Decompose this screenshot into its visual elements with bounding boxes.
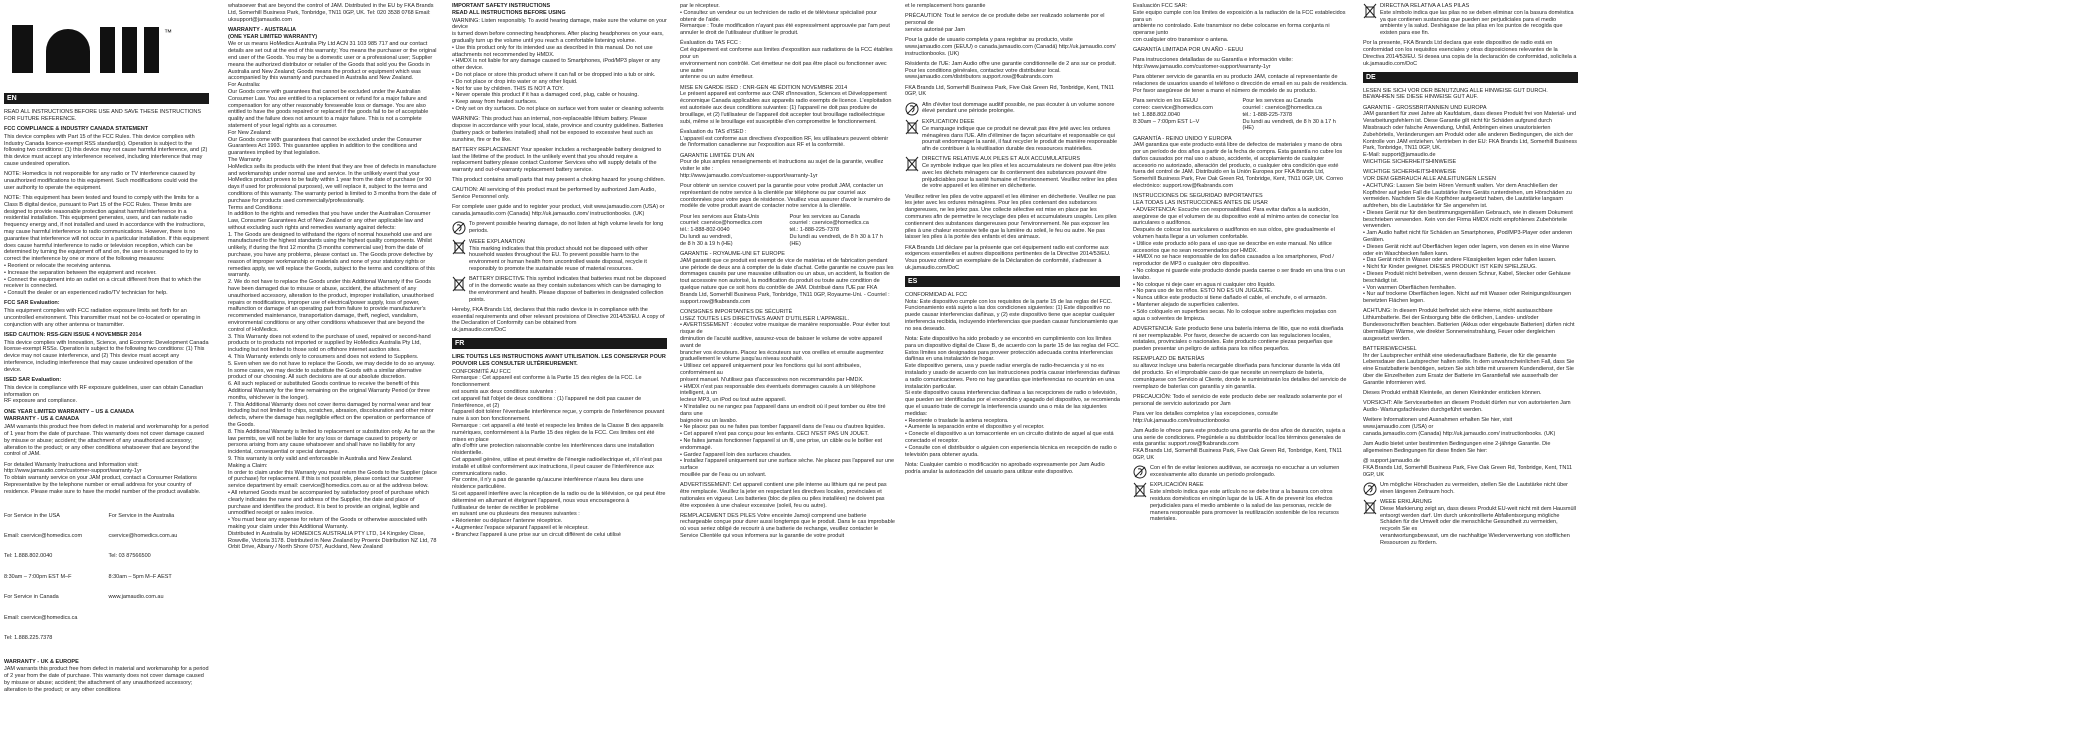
hearing-warning-icon	[452, 221, 466, 235]
weee-note-text: WEEE EXPLANATION This marking indicates that this product should not be disposed with other household wastes throughout the EU. To prevent possible harm to the environment or human health from uncontrolled waste disposal, recycle it responsibly to promote the sustainable reuse of material resources.	[469, 238, 648, 273]
en-note: NOTE: Homedics is not responsible for any radio or TV interference caused by unauthorized modifications to this equipment. Such modifications could void the user authority to operate the equipment.	[4, 171, 200, 191]
de-p10: @ support.jamaudio.de FKA Brands Ltd, Somerhill Business Park, Five Oak Green Rd, Tonbridge, Kent, TN11 0GP, UK	[1363, 457, 1573, 478]
fr-c5-p6: Veuillez retirer les piles de votre appareil et les éliminer en déchetterie. Veuillez ne pas les jeter avec les ordures ménagères. Pour les piles contenant des substances dangereuses, ne les jetez pas. Une collecte sélective est mise en place par les communes afin de permettre le recyclage des piles et accumulateurs usagés. Les piles contiennent des substances dangereuses pour l'environnement. Ne pas exposer les piles à une chaleur excessive telle que la lumière du soleil, le feu ou autre. Ne pas laisser les piles à la portée des enfants et des animaux.	[905, 193, 1119, 241]
battery-directive-note	[452, 276, 667, 303]
de-p9: Jam Audio bietet unter bestimmten Bedingungen eine 2-jährige Garantie. Die allgemeinen Bedingungen für diese finden Sie hier:	[1363, 440, 1552, 454]
es-c6-p3: Para instrucciones detalladas de su Garantía e información visite: http://www.jamaudio.com/customer-support/warranty-1yr	[1133, 57, 1293, 71]
es-hearing-note	[1133, 465, 1348, 479]
en-eu-text: JAM warrants this product free from defect in material and workmanship for a period of 2 year from the date of purchase. This warranty does not cover damage caused by misuse or abuse; accident; the attachment of any unauthorized accessory; alteration to the product; or any other conditions	[4, 666, 211, 693]
en-ised-text: This device complies with Innovation, Science, and Economic Development Canada license-exempt RSSs. Operation is subject to the following two conditions: (1) This device may not cause interference, and (2) This device must accept any interference, including interference that may cause undesired operation of the device.	[4, 339, 211, 373]
es-battery-text: DIRECTIVA RELATIVA A LAS PILAS Este símbolo indica que las pilas no se deben eliminar con la basura doméstica ya que contienen sustancias que pueden ser perjudiciales para el medio ambiente y la salud. Deshágase de las pilas en los puntos de recogida que existen para ese fin.	[1380, 3, 1574, 37]
fr-p8: CONSIGNES IMPORTANTES DE SÉCURITÉ LISEZ TOUTES LES DIRECTIVES AVANT D'UTILISER L'APPAREIL. • AVERTISSEMENT : écoutez votre musique de manière responsable. Pour éviter tout risque de diminution de l'acuité auditive, assurez-vous de baisser le volume de votre appareil avant de brancher vos écouteurs. Placez les écouteurs sur vos oreilles et ensuite augmentez graduellement le volume jusqu'au niveau souhaité. • Utilisez cet appareil uniquement pour les fonctions qui lui sont attribuées, conformément au présent manuel. N'utilisez pas d'accessoires non recommandés par HMDX. • HMDX n'est pas responsable des éventuels dommages causés à un téléphone intelligent, à un lecteur MP3, un iPod ou tout autre appareil. • N'installez ou ne rangez pas l'appareil dans un endroit où il peut tomber ou être tiré dans une baignoire ou un lavabo. • Ne placez pas ou ne faites pas tomber l'appareil dans de l'eau ou d'autres liquides. • Cet appareil n'est pas conçu pour les enfants. CECI N'EST PAS UN JOUET. • Ne faites jamais fonctionner l'appareil si un fil, une prise, un câble ou le boîtier est endommagé. • Gardez l'appareil loin des surfaces chaudes. • Installez l'appareil uniquement sur une surface sèche. Ne placez pas l'appareil sur une surface mouillée par de l'eau ou un solvant.	[680, 308, 895, 478]
lang-header-es: ES	[905, 276, 1120, 287]
es-c6-p5: GARANTÍA - REINO UNIDO Y EUROPA JAM garantiza que este producto está libre de defectos de materiales y mano de obra por un período de dos años a partir de la fecha de compra. Esta garantía no cubre los daños causados por mal uso o abuso, accidente, el acoplamiento de cualquier accesorio no autorizado, alteración del producto, o cualquier otra condición que esté fuera del control de JAM. Distribuido en la Unión Europea por FKA Brands Ltd, Somerhill Business Park, Five Oak Green Rd, Tonbridge, Kent, TN11 0GP, UK. Correo electrónico: support.row@fkabrands.com	[1133, 135, 1343, 190]
au-warranty-text: We or us means HoMedics Australia Pty Ltd ACN 31 103 985 717 and our contact details are set out at the end of this warranty; You means the purchaser or the original end user of the Goods. You may be a domestic user or a professional user; Supplier means the authorized distributor or retailer of the Goods that sold you the Goods in Australia and New Zealand; Goods means the product or equipment which was accompanied by this warranty and purchased in Australia and New Zealand. For Australia: Our Goods come with guarantees that cannot be excluded under the Australian Consumer Law. You are entitled to a replacement or refund for a major failure and compensation for any other reasonably foreseeable loss or damage. You are also entitled to have the goods repaired or replaced if the goods fail to be of acceptable quality and the failure does not amount to a major failure. This is not a complete statement of your legal rights as a consumer. For New Zealand: Our Goods come with guarantees that cannot be excluded under the Consumer Guarantees Act 1993. This guarantee applies in addition to the conditions and guarantees implied by that legislation. The Warranty HoMedics sells its products with the intent that they are free of defects in manufacture and workmanship under normal use and service. In the unlikely event that your HoMedics product proves to be faulty within 1 year from the date of purchase (or 90 days if used for professional purposes), we will replace it, subject to the terms and conditions of this warranty. The warranty period is limited to 3 months from the date of purchase for products used commercially/professionally. Terms and Conditions: In addition to the rights and remedies that you have under the Australian Consumer Law, Consumer Guarantees Act of New Zealand or any other applicable law and without excluding such rights and remedies warranty against defects: 1. The Goods are designed to withstand the rigors of normal household use and are manufactured to the highest standards using the highest quality components. Whilst unlikely, if during the first 12 months (3 months commercial use) from the date of purchase, you have any problems, please contact us. The Goods prove defective by reason of improper workmanship or materials and none of your statutory rights or remedies apply, we will replace the Goods, subject to the terms and conditions of this warranty. 2. We do not have to replace the Goods under this Additional Warranty if the Goods have been damaged due to misuse or abuse, accident, the attachment of any unauthorised accessory, alteration to the product, improper installation, unauthorised repairs or modifications, improper use of electrical/power supply, loss of power, malfunction or damage of an operating part from failure to provide manufacturer's recommended maintenance, transportation damage, theft, neglect, vandalism, environmental conditions or any other conditions whatsoever that are beyond the control of HoMedics. 3. This Warranty does not extend to the purchase of used, repaired or second-hand products or to products not imported or supplied by HoMedics Australia Pty Ltd, including but not limited to those sold on offshore internet auction sites. 4. This Warranty extends only to consumers and does not extend to Suppliers. 5. Even when we do not have to replace the Goods, we may decide to do so anyway. In some cases, we may decide to substitute the Goods with a similar alternative product of our choosing. All such decisions are at our absolute discretion. 6. All such replaced or substituted Goods continue to receive the benefit of this Additional Warranty for the time remaining on the original Warranty Period (or three months, whichever is the longer). 7. This Additional Warranty does not cover items damaged by normal wear and tear including but not limited to chips, scratches, abrasion, discolouration and other minor defects, where the damage has negligible effect on the operation or performance of the Goods. 8. This Additional Warranty is limited to replacement or substitution only. As far as the law permits, we will not be liable for any loss or damage caused to property or persons arising from any cause whatsoever and shall have no liability for any incidental, consequential or special damages. 9. This warranty is only valid and enforceable in Australia and New Zealand. Making a Claim: In order to claim under this Warranty you must return the Goods to the Supplier (place of purchase) for replacement. If this is not possible, please contact our customer service department by email: cservice@homedics.com.au or at the address below. • All returned Goods must be accompanied by satisfactory proof of purchase which clearly indicates the name and address of the Supplier, the date and place of purchase and identifies the product. It is best to provide an original, legible and unmodified receipt or sales invoice. • You must bear any expense for return of the Goods or otherwise associated with making your claim under this Additional Warranty. Distributed in Australia by HOMEDICS AUSTRALIA PTY LTD, 14 Kingsley Close, Rowville, Victoria 3178. Distributed in New Zealand by Proenix Distribution NZ Ltd, 78 Orbit Drive, Albany / North Shore 0757, Auckland, New Zealand	[228, 41, 437, 551]
fr-p6: Pour obtenir un service couvert par la garantie pour votre produit JAM, contacter un représentant de notre service à la clientèle par téléphone ou par courriel aux coordonnées pour votre pays de résidence. Veuillez vous assurer d'avoir le numéro de modèle de votre produit avant de contacter notre service à la clientèle.	[680, 183, 893, 210]
weee-bin-icon	[1363, 499, 1377, 515]
trademark-mark: ™	[164, 28, 172, 37]
en-warranty-text: JAM warrants this product free from defect in material and workmanship for a period of 1 year from the date of purchase. This warranty does not cover damage caused by misuse or abuse; accident; the attachment of any unauthorized accessory; alteration to the product; or any other conditions whatsoever that are beyond the control of JAM.	[4, 424, 211, 458]
en-eu-heading: WARRANTY - UK & EUROPE	[4, 658, 79, 665]
es-c6-p6: INSTRUCCIONES DE SEGURIDAD IMPORTANTES LEA TODAS LAS INSTRUCCIONES ANTES DE USAR • ADVERTENCIA: Escuche con responsabilidad. Para evitar daños a la audición, asegúrese de que el volumen de su dispositivo esté al mínimo antes de conectar los auriculares o audífonos. Después de colocar los auriculares o audífonos en sus oídos, gire gradualmente el volumen hasta llegar a un volumen confortable. • Utilice este producto sólo para el uso que se describe en este manual. No utilice accesorios que no sean recomendados por HMDX. • HMDX no se hace responsable de los daños causados a los smartphones, iPod / reproductor de MP3 o cualquier otro dispositivo. • No coloque ni guarde este producto donde pueda caerse o ser tirado en una tina o un lavabo. • No coloque ni deje caer en agua ni cualquier otro líquido. • No para uso de los niños. ESTO NO ES UN JUGUETE. • Nunca utilice este producto si tiene dañado el cable, el enchufe, o el armazón. • Mantener alejado de superficies calientes. • Sólo colóquelo en superficies secas. No lo coloque sobre superficies mojadas con agua o solventes de limpieza.	[1133, 193, 1346, 322]
de-p5: BATTERIEWECHSEL Ihr der Lautsprecher enthält eine wiederaufladbare Batterie, die für die gesamte Lebensdauer des Lautsprecher halten sollte. In dem unwahrscheinlichen Fall, dass Sie eine Ersatzbatterie benötigen, setzen Sie sich bitte mit unserem Kundendienst, der Sie über die Einzelheiten zum Ersatz der Batterie im Garantiefall wie ausserhalb der Garantie informieren wird.	[1363, 345, 1575, 386]
battery-bin-icon	[1363, 3, 1377, 19]
fr-p10: REMPLACEMENT DES PILES Votre enceinte Jamoji comprend une batterie rechargeable conçue pour durer aussi longtemps que le produit. Dans le cas improbable où vous seriez obligé de recourir à une batterie de rechange, veuillez contacter le Service Clientèle qui vous informera sur la garantie de votre produit	[680, 512, 897, 540]
fr-p1: par le récepteur. • Consultez un vendeur ou un technicien de radio et de téléviseur spécialisé pour obtenir de l'aide. Remarque : Toute modification n'ayant pas été expressément approuvée par l'am peut annuler le droit de l'utilisateur d'utiliser le produit.	[680, 3, 890, 37]
user-guide: For complete user guide and to register your product, visit www.jamaudio.com (USA) or canada.jamaudio.com (Canada) http://uk.jamaudio.com/ instructionbooks. (UK)	[452, 204, 666, 218]
battery-bin-icon	[905, 156, 919, 172]
fr-battery-text: DIRECTIVE RELATIVE AUX PILES ET AUX ACCUMULATEURS Ce symbole indique que les piles et les accumulateurs ne doivent pas être jetés avec les déchets ménagers car ils contiennent des substances pouvant être préjudiciables pour la santé humaine et l'environnement. Veuillez retirer les piles de votre appareil et les éliminer en déchetterie.	[922, 156, 1118, 190]
de-p4: ACHTUNG: In diesem Produkt befindet sich eine interne, nicht austauschbare Lithiumbatterie. Bei der Entsorgung bitte die örtlichen, Landes- und/oder Bundesvorschriften beachten. Batterien (Akkus oder eingebaute Batterien) dürfen nicht übermäßiger Wärme, wie direkter Sonneneinstrahlung, Feuer oder dergleichen ausgesetzt werden.	[1363, 308, 1577, 342]
doc-declaration: Hereby, FKA Brands Ltd, declares that this radio device is in compliance with the essential requirements and other relevant provisions of Directive 2014/53/EU. A copy of the Declaration of Conformity can be obtained from uk.jamaudio.com/DoC	[452, 306, 665, 334]
column-fr-3	[905, 0, 1120, 750]
column-en-1	[4, 0, 209, 750]
lang-header-en: EN	[4, 93, 209, 104]
svc-ca-label: For Service in Canada	[4, 594, 59, 601]
caution-service: CAUTION: All servicing of this product must be performed by authorized Jam Audio, Service Personnel only.	[452, 187, 658, 201]
en-rf-heading: FCC SAR Evaluation:	[4, 300, 60, 307]
en-warranty-heading-2: WARRANTY - US & CANADA	[4, 416, 80, 423]
es-c6-p9: PRECAUCIÓN: Todo el servicio de este producto debe ser realizado solamente por el personal de servicio autorizado por Jam	[1133, 393, 1344, 407]
weee-note	[452, 239, 667, 273]
es-raee-text: EXPLICACIÓN RAEE Este símbolo indica que este artículo no se debe tirar a la basura con otros residuos domésticos en ningún lugar de la UE. A fin de prevenir los efectos perjudiciales para el medio ambiente o la salud de las personas, recicle de manera responsable para promover la reutilización sostenible de los recursos materiales.	[1150, 482, 1339, 523]
battery-replacement: BATTERY REPLACEMENT Your speaker includes a rechargeable battery designed to last the lifetime of the product. In the unlikely event that you should require a replacement battery please contact Customer Services who will supply details of the warranty and out-of-warranty replacement battery service.	[452, 146, 663, 174]
svc-us-label: For Service in the USA	[4, 512, 60, 519]
svc-au-label: For Service in the Australia	[108, 512, 175, 519]
safety-warning: WARNING: Listen responsibly. To avoid hearing damage, make sure the volume on your device is turned down before connecting headphones. After placing headphones on your ears, gradually turn up the volume until you reach a comfortable listening volume. • Use this product only for its intended use as described in this manual. Do not use attachments not recommended by HMDX. • HMDX is not liable for any damage caused to Smartphones, iPod/MP3 player or any other device. • Do not place or store this product where it can fall or be dropped into a tub or sink. • Do not place or drop into water or any other liquid. • Not for use by children. THIS IS NOT A TOY. • Never operate this product if it has a damaged cord, plug, cable or housing. • Keep away from heated surfaces. • Only set on dry surfaces. Do not place on surface wet from water or cleaning solvents	[452, 17, 667, 112]
en-rf-text: This equipment complies with FCC radiation exposure limits set forth for an uncontrolled environment. This transmitter must not be co-located or operating in conjunction with any other antenna or transmitter.	[4, 308, 203, 328]
es-battery-note	[1363, 3, 1578, 37]
es-c6-p8: REEMPLAZO DE BATERÍAS su altavoz incluye una batería recargable diseñada para funcionar durante la vida útil del producto. En el improbable caso de que necesite un reemplazo de batería, comuníquese con Servicio al Cliente, donde le suministrarán los detalles del servicio de reemplazo de baterías con garantía y sin garantía.	[1133, 356, 1347, 390]
svc-au-email: cservice@homedics.com.au	[108, 532, 178, 539]
hearing-warning-icon	[905, 102, 919, 116]
safety-heading: IMPORTANT SAFETY INSTRUCTIONS READ ALL INSTRUCTIONS BEFORE USING	[452, 3, 566, 16]
column-es-2	[1133, 0, 1348, 750]
hearing-warning-icon	[1363, 482, 1377, 496]
fr-svc-us: Pour les services aux États-Unis courriel: cservice@homedics.com tél.: 1-888-802-0040 Du lundi au vendredi, de 8 h 30 à 19 h (HE)	[680, 213, 763, 247]
battery-warning: WARNING: This product has an internal, non-replaceable lithium battery. Please dispose in accordance with your local, state, province and country guidelines. Batteries (battery pack or batteries installed) shall not be exposed to excessive heat such as sunshine, fire or the like.	[452, 116, 665, 143]
col2-intro: whatsoever that are beyond the control of JAM. Distributed in the EU by FKA Brands Ltd, Somerhill Business Park, Tonbridge, TN11 0GP, UK. Tel: 020 3538 0768 Email: uksupport@jamaudio.com	[228, 3, 435, 23]
de-weee-text: WEEE ERKLÄRUNG Diese Markierung zeigt an, dass dieses Produkt EU-weit nicht mit dem Hausmüll entsorgt werden darf. Um durch unkontrollierte Abfallentsorgung mögliche Schäden für die Umwelt oder die menschliche Gesundheit zu vermeiden, recyceln Sie es verantwortungsbewusst, um die nachhaltige Wiederverwertung von stofflichen Ressourcen zu fördern.	[1380, 499, 1576, 546]
lang-header-fr: FR	[452, 338, 667, 349]
lang-header-de: DE	[1363, 72, 1578, 83]
es-service-contacts	[1133, 98, 1348, 132]
svc-au-tel: Tel: 03 87566500	[108, 553, 151, 560]
en-sar-text: This device is compliance with RF exposure guidelines, user can obtain Canadian information on RF exposure and compliance.	[4, 384, 204, 405]
fr-p7: GARANTIE - ROYAUME-UNI ET EUROPE JAM garantit que ce produit est exempt de vice de matériau et de fabrication pendant une période de deux ans à compter de la date d'achat. Cette garantie ne couvre pas les dommages causés par une mauvaise utilisation ou un abus, un accident, la fixation de tout accessoire non autorisé, la modification du produit ou toute autre condition de quelque nature que ce soit hors du contrôle de JAM. Distribué dans l'UE par FKA Brands Ltd, Somerhill Business Park, Tonbridge, TN11 0GP, Royaume-Uni. - Courriel : support.row@fkabrands.com	[680, 251, 894, 305]
fr-c5-p2: PRÉCAUTION: Tout le service de ce produite debe ser realizado solamente por el personal de service autorisé par Jam	[905, 13, 1105, 33]
en-read-all: READ ALL INSTRUCTIONS BEFORE USE AND SAVE THESE INSTRUCTIONS FOR FUTURE REFERENCE.	[4, 109, 203, 122]
en-sar-heading: ISED SAR Evaluation:	[4, 377, 62, 384]
en-fcc-heading: FCC COMPLIANCE & INDUSTRY CANADA STATEMENT	[4, 125, 149, 132]
es-c6-p1: Evaluación FCC SAR: Este equipo cumple con los límites de exposición a la radiación de la FCC establecidos para un ambiente no controlado. Este transmisor no debe colocarse en forma conjunta ni operarse junto con cualquier otro transmisor o antena.	[1133, 3, 1346, 43]
fr-deee-text: EXPLICATION DEEE Ce marquage indique que ce produit ne devrait pas être jeté avec les ordures ménagères dans l'UE. Afin d'éliminer de façon sécuritaire et responsable ce qui pourrait endommager la santé, il faut recycler le produit de manière responsable afin de contribuer à la réutilisation durable des ressources matérielles.	[922, 118, 1118, 153]
de-hearing-note	[1363, 482, 1578, 496]
weee-bin-icon	[905, 119, 919, 135]
de-weee-note	[1363, 499, 1578, 547]
column-fr-2	[680, 0, 895, 750]
svc-us-hours: 8:30am – 7:00pm EST M–F	[4, 573, 72, 580]
es-c7-p1: Por la presente, FKA Brands Ltd declara que este dispositivo de radio está en conformidad con los requisitos esenciales y otras disposiciones relevantes de la Directiva 2014/53/EU. Si desea una copia de la declaración de conformidad, solicítela a uk.jamaudio.com/DoC	[1363, 40, 1578, 67]
fr-deee-note	[905, 119, 1120, 153]
es-p3: Nota: Cualquier cambio o modificación no aprobado expresamente por Jam Audio podría anular la autorización del usuario para utilizar este dispositivo.	[905, 461, 1107, 475]
es-raee-note	[1133, 482, 1348, 523]
fr-c5-p5: FKA Brands Ltd, Somerhill Business Park, Five Oak Green Rd, Tonbridge, Kent, TN11 0GP, UK	[905, 84, 1116, 98]
es-c6-p11: Jam Audio le ofrece para este producto una garantía de dos años de duración, sujeta a una serie de condiciones. Pregúntele a su distribuidor local los términos generales de esta garantía: support.row@fkabrands.com FKA Brands Ltd, Somerhill Business Park, Five Oak Green Rd, Tonbridge, Kent, TN11 0GP, UK	[1133, 427, 1346, 461]
de-p7: VORSICHT: Alle Servicearbeiten an diesem Produkt dürfen nur von autorisierten Jam Audio- Wartungsfachleuten durchgeführt werden.	[1363, 400, 1572, 413]
fr-battery-note	[905, 156, 1120, 190]
es-p2: Nota: Este dispositivo ha sido probado y se encontró en cumplimiento con los límites para un dispositivo digital de Clase B, de acuerdo con la parte 15 de las reglas del FCC. Estos límites son designados para proveer protección adecuada contra interferencias dañinas en una instalación de hogar. Este dispositivo genera, usa y puede radiar energía de radio-frecuencia y si no es instalado y usado de acuerdo con las instrucciones podría causar interferencias dañinas a radio comunicaciones. Pero no hay garantías que interferencias no ocurrirán en una instalación particular. Si este dispositivo causa interferencias dañinas a las recepciones de radio o televisión, que pueden ser identificadas por el encendido y apagado del dispositivo, se recomienda que el usuario trate de corregir la interferencia usando una o más de las siguientes medidas: • Reoriente o traslade la antena receptora. • Aumente la separación entre el dispositivo y el receptor. • Conecte el dispositivo a un tomacorriente en un circuito distinto de aquel al que está conectado el receptor. • Consulte con el distribuidor o alguien con experiencia técnica en recepción de radio o televisión para obtener ayuda.	[905, 335, 1120, 458]
fr-hearing-note	[905, 102, 1120, 116]
es-svc-ca: Pour les services au Canada courriel : cservice@homedics.ca tél.: 1-888-225-7378 Du lundi au vendredi, de 8 h 30 à 17 h (HE)	[1242, 98, 1336, 132]
battery-directive-text: BATTERY DIRECTIVE This symbol indicates that batteries must not be disposed of in the domestic waste as they contain substances which can be damaging to the environment and health. Please dispose of batteries in designated collection points.	[469, 276, 668, 303]
en-warranty-text-2: For detailed Warranty Instructions and Information visit: http://www.jamaudio.com/customer-support/warranty-1yr To obtain warranty service on your JAM product, contact a Consumer Relations Representative by the telephone number or email address for your country of residence. Please make sure to have the model number of the product available.	[4, 461, 201, 495]
weee-bin-icon	[452, 239, 466, 255]
es-c6-p2: GARANTÍA LIMITADA POR UN AÑO - EEUU	[1133, 47, 1244, 54]
svc-au-web: www.jamaudio.com.au	[108, 594, 164, 601]
svc-us-email: Email: cservice@homedics.com	[4, 532, 83, 539]
hearing-note	[452, 221, 667, 235]
es-p1: CONFORMIDAD AL FCC Nota: Este dispositivo cumple con los requisitos de la parte 15 de las reglas del FCC. Funcionamiento está sujeto a las dos condiciones siguientes: (1) Este dispositivo no puede causar interferencias dañinas, y (2) este dispositivo tiene que aceptar cualquier interferencia recibida, incluyendo interferencias que puedan causar funcionamiento que no sea deseado.	[905, 291, 1119, 332]
es-hearing-text: Con el fin de evitar lesiones auditivas, se aconseja no escuchar a un volumen excesivamente alto durante un periodo prolongado.	[1150, 465, 1341, 478]
svc-ca-tel: Tel: 1.888.225.7378	[4, 634, 53, 641]
es-svc-us: Para servicio en los EEUU correo: cservice@homedics.com tel: 1.888.802.0040 8:30am – 7:00pm EST L–V	[1133, 98, 1213, 125]
de-p6: Dieses Produkt enthält Kleinteile, an denen Kleinkinder ersticken können.	[1363, 389, 1542, 396]
fr-fcc-text: CONFORMITÉ AU FCC Remarque : Cet appareil est conforme à la Partie 15 des règles de la FCC. Le fonctionnement est soumis aux deux conditions suivantes : cet appareil fait l'objet de deux conditions : (1) l'appareil ne doit pas causer de l'interférence, et (2) l'appareil doit tolérer l'éventuelle interférence reçue, y compris de l'interférence pouvant nuire à son bon fonctionnement. Remarque : cet appareil a été testé et respecte les limites de la Classe B des appareils numériques, conformément à la Partie 15 des règles de la FCC. Ces limites ont été mises en place afin d'offrir une protection raisonnable contre les interférences dans une installation résidentielle. Cet appareil génère, utilise et peut émettre de l'énergie radioélectrique et, s'il n'est pas installé et utilisé conformément aux instructions, il peut causer de l'interférence aux communications radio. Par contre, il n'y a pas de garantie qu'aucune interférence n'aura lieu dans une résidence particulière. Si cet appareil interfère avec la réception de la radio ou de la télévision, ce qui peut être déterminé en allumant et éteignant l'appareil, nous vous encourageons à l'utilisateur de tenter de rectifier le problème en suivant une ou plusieurs des mesures suivantes : • Réorienter ou déplacer l'antenne réceptrice. • Augmentez l'espace séparant l'appareil et le récepteur. • Branchez l'appareil à une prise sur un circuit différent de celui utilisé	[452, 368, 666, 538]
jam-logo-icon	[4, 3, 204, 89]
de-p3: WICHTIGE SICHERHEITSHINWEISE VOR DEM GEBRAUCH ALLE ANLEITUNGEN LESEN • ACHTUNG: Lassen Sie beim Hören Vernunft walten. Vor dem Anschließen der Kopfhörer auf jeden Fall die Lautstärke Ihres Geräts runterdrehen, um Hörschäden zu vermeiden. Nachdem Sie die Kopfhörer aufgesetzt haben, die Lautstärke langsam aufdrehen, bis die Lautstärke für Sie angenehm ist. • Dieses Gerät nur für den bestimmungsgemäßen Gebrauch, wie in diesem Dokument beschrieben verwenden. Kein von der Firma HMDX nicht empfohlenes Zubehörteile verwenden. • Jam Audio haftet nicht für Schäden an Smartphones, iPod/MP3-Player oder anderen Geräten. • Dieses Gerät nicht auf Oberflächen legen oder lagern, von denen es in eine Wanne oder ein Waschbecken fallen kann. • Das Gerät nicht in Wasser oder andere Flüssigkeiten legen oder fallen lassen. • Nicht für Kinder geeignet. DIESES PRODUKT IST KEIN SPIELZEUG. • Dieses Produkt nicht betreiben, wenn dessen Schnur, Kabel, Stecker oder Gehäuse beschädigt ist. • Von warmen Oberflächen fernhalten. • Nur auf trockene Oberflächen legen. Nicht auf mit Wasser oder Reinigungslösungen benetzten Flächen legen.	[1363, 169, 1573, 305]
es-c6-p10: Para ver los detalles completos y las excepciones, consulte http://uk.jamaudio.com/instructionbooks	[1133, 410, 1280, 424]
de-p1: LESEN SIE SICH VOR DER BENUTZUNG ALLE HINWEISE GUT DURCH. BEWAHREN SIE DIESE HINWEISE GUT AUF.	[1363, 87, 1550, 101]
choking-hazard: This product contains small parts that may present a choking hazard for young children.	[452, 177, 666, 184]
fr-p3: MISE EN GARDE ISED : CNR-GEN 4E ÉDITION NOVEMBRE 2014 Le présent appareil est conforme aux CNR d'Innovation, Sciences et Développement économique Canada applicables aux appareils radio exempts de licence. L'exploitation est autorisée aux deux conditions suivantes: (1) l'appareil ne doit pas produire de brouillage, et (2) l'utilisateur de l'appareil doit accepter tout brouillage radioélectrique subi, même si le brouillage est susceptible d'en compromettre le fonctionnement.	[680, 84, 892, 125]
fr-c5-p3: Pour la guide de usuario completa y para registrar su producto, visite www.jamaudio.com (EEUU) o canada.jamaudio.com (Canadá) http://uk.jamaudio.com/ instructionbooks. (UK)	[905, 36, 1118, 57]
hearing-note-text: To prevent possible hearing damage, do not listen at high volume levels for long periods.	[469, 221, 665, 235]
en-ised-heading: ISED CAUTION: RSS-GEN ISSUE 4 NOVEMBER 2014	[4, 331, 142, 338]
de-hearing-text: Um mögliche Hörschaden zu vermeiden, stellen Sie die Lautstärke nicht über einen längeren Zeitraum hoch.	[1380, 481, 1570, 495]
fr-read-all: LIRE TOUTES LES INSTRUCTIONS AVANT UTILISATION. LES CONSERVER POUR POUVOIR LES CONSULTER ULTÉRIEUREMENT.	[452, 353, 666, 367]
fr-p4: Évaluation du TAS d'ISED : L'appareil est conforme aux directives d'exposition RF, les utilisateurs peuvent obtenir de l'information canadienne sur l'exposition aux RF et la conformité.	[680, 128, 889, 149]
au-warranty-heading: WARRANTY - AUSTRALIA (ONE YEAR LIMITED WARRANTY)	[228, 26, 318, 40]
fr-service-contacts	[680, 214, 895, 248]
column-en-2	[228, 0, 438, 750]
en-fcc-text: This device complies with Part 15 of the FCC Rules. This device complies with Industry Canada licence-exempt RSS standard(s). Operation is subject to the following two conditions: (1) this device may not cause harmful interference, and (2) this device must accept any interference received, including interference that may cause undesired operation.	[4, 133, 209, 167]
es-c6-p7: ADVERTENCIA: Este producto tiene una batería interna de litio, que no está diseñada ni ser reemplazable. Por favor, deseche de acuerdo con las regulaciones locales, estatales, provinciales o nacionales. Este producto contiene piezas pequeñas que pueden presentar un peligro de asfixia para los niños pequeños.	[1133, 325, 1345, 353]
de-p2: GARANTIE - GROSSBRITANNIEN UND EUROPA JAM garantiert für zwei Jahre ab Kaufdatum, dass dieses Produkt frei von Material- und Verarbeitungsfehlern ist. Diese Garantie gilt nicht für Schäden aufgrund durch Missbrauch oder falsche Anwendung, Unfall, Anbringen eines unautorisierten Zubehörteils, Veränderungen am Produkt oder alle anderen Bedingungen, die sich der Kontrolle von JAM entziehen. Vertrieben in der EU: FKA Brands Ltd, Somerhill Business Park, Tonbridge, TN11 0GP, UK. E-Mail: support@jamaudio.de WICHTIGE SICHERHEITSHINWEISE	[1363, 104, 1577, 165]
service-contacts	[4, 499, 209, 655]
column-en-3	[452, 0, 667, 750]
jam-logo	[4, 3, 209, 89]
fr-c5-p7: FKA Brands Ltd déclare par la présente que cet équipement radio est conforme aux exigences essentielles et autres dispositions pertinentes de la Directive 2014/53/EU. Vous pouvez obtenir un exemplaire de la Déclaration de conformité, s'adresser à uk.jamaudio.com/DoC	[905, 244, 1112, 272]
en-warranty-heading: ONE YEAR LIMITED WARRANTY – US & CANADA	[4, 408, 134, 415]
svc-ca-email: Email: cservice@homedics.ca	[4, 614, 78, 621]
battery-bin-icon	[452, 276, 466, 292]
svc-au-hours: 8:30am – 5pm M–F AEST	[108, 573, 172, 580]
fr-p5: GARANTIE LIMITÉE D'UN AN Pour de plus amples renseignements et instructions au sujet de la garantie, veuillez visiter le site : http://www.jamaudio.com/customer-support/warranty-1yr	[680, 152, 884, 179]
weee-bin-icon	[1133, 482, 1147, 498]
fr-p2: Évaluation du TAS FCC : Cet équipement est conforme aux limites d'exposition aux radiations de la FCC établies pour un environnement non contrôlé. Cet émetteur ne doit pas être placé ou fonctionner avec une autre antenne ou un autre émetteur.	[680, 40, 893, 81]
es-c6-p4: Para obtener servicio de garantía en su producto JAM, contacte al representante de relaciones de usuarios usando el teléfono o dirección de email en su país de residencia. Por favor asegúrese de tener a mano el número de modelo de su producto.	[1133, 74, 1350, 94]
fr-p9: ADVERTISSEMENT: Cet appareil contient une pile interne au lithium qui ne peut pas être remplacée. Veuillez la jeter en respectant les directives locales, provinciales et nationales en vigueur. Les batteries (bloc de piles ou piles installées) ne doivent pas être exposées à une chaleur excessive (soleil, feu ou autre).	[680, 482, 889, 509]
fr-c5-p1: et le remplacement hors garantie	[905, 3, 986, 9]
fr-hearing-text: Afin d'éviter tout dommage auditif possible, ne pas écouter à un volume sonore élevé pendant une période prolongée.	[922, 101, 1116, 115]
column-es-de	[1363, 0, 1578, 750]
en-note2: NOTE: This equipment has been tested and found to comply with the limits for a Class B digital device, pursuant to Part 15 of the FCC Rules. These limits are designed to provide reasonable protection against harmful interference in a residential installation. This equipment generates, uses, and can radiate radio frequency energy and, if not installed and used in accordance with the instructions, may cause harmful interference to radio communications. However, there is no guarantee that interference will not occur in a particular installation. If this equipment does cause harmful interference to radio or television reception, which can be determined by turning the equipment off and on, the user is encouraged to try to correct the interference by one or more of the following measures: • Reorient or relocate the receiving antenna. • Increase the separation between the equipment and receiver. • Connect the equipment into an outlet on a circuit different from that to which the receiver is connected. • Consult the dealer or an experienced radio/TV technician for help.	[4, 194, 209, 297]
fr-svc-ca: Pour les services au Canada courriel : cservice@homedics.ca tél.: 1-888-225-7378 Du lundi au vendredi, de 8 h 30 à 17 h (HE)	[789, 213, 883, 247]
fr-c5-p4: Résidents de l'UE: Jam Audio offre une garantie conditionnelle de 2 ans sur ce produit. Pour les conditions générales, contactez votre distributeur local. www.jamaudio.com/distributors support.row@fkabrands.com	[905, 60, 1116, 81]
de-p8: Weitere Informationen und Ausnahmen erhalten Sie hier, visit www.jamaudio.com (USA) or canada.jamaudio.com (Canada) http://uk.jamaudio.com/ instructionbooks. (UK)	[1363, 417, 1556, 437]
svc-us-tel: Tel: 1.888.802.0040	[4, 553, 53, 560]
hearing-warning-icon	[1133, 465, 1147, 479]
